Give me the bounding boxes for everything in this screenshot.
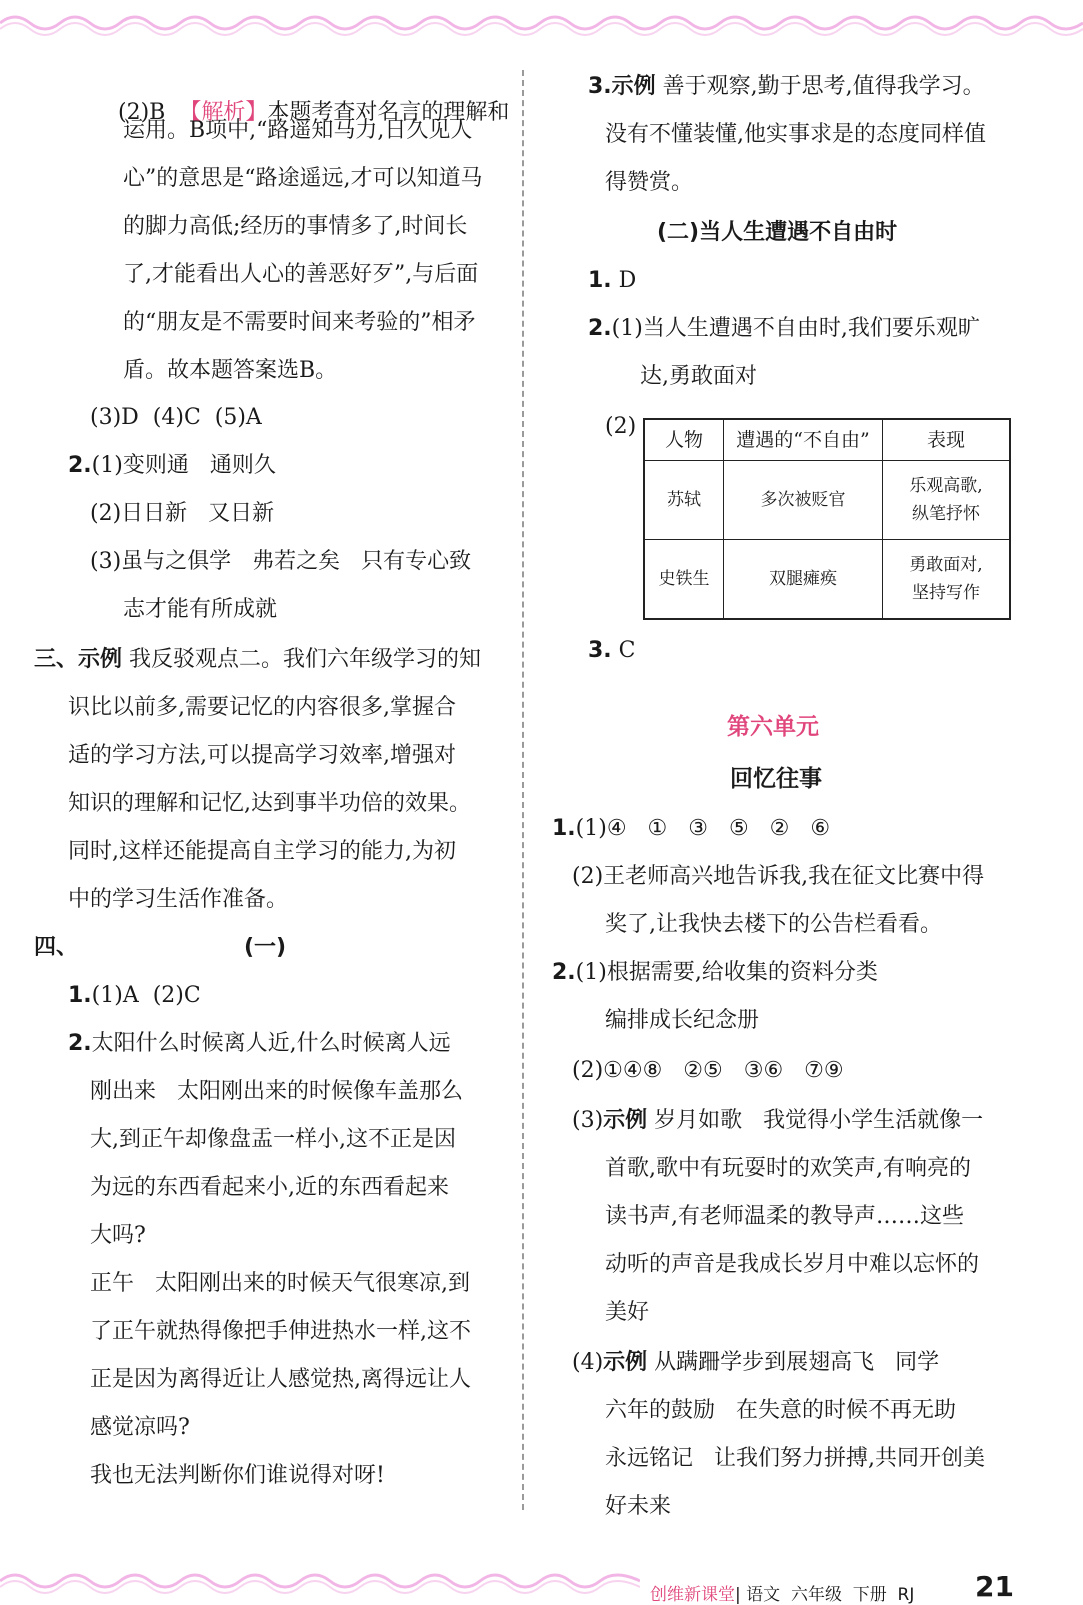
column-divider bbox=[522, 70, 524, 1510]
table-header-row bbox=[644, 419, 1010, 461]
answer-line: (2)日日新 又日新 bbox=[90, 501, 275, 526]
analysis-tag: 【解析】 bbox=[179, 100, 268, 125]
section-er-title: (二)当人生遭遇不自由时 bbox=[657, 220, 898, 245]
answer-line: 的“朋友是不需要时间来考验的”相矛 bbox=[123, 310, 476, 335]
section-yi-title: (一) bbox=[244, 935, 287, 960]
answer-line: 奖了,让我快去楼下的公告栏看看。 bbox=[605, 912, 942, 937]
answer-line: 1. D bbox=[588, 268, 637, 293]
answer-line: 首歌,歌中有玩耍时的欢笑声,有响亮的 bbox=[605, 1156, 971, 1181]
answer-line: 的脚力高低;经历的事情多了,时间长 bbox=[123, 214, 468, 239]
answer-line: 1.(1)A (2)C bbox=[68, 983, 201, 1008]
table-cell: 乐观高歌, 纵笔抒怀 bbox=[883, 461, 1011, 540]
brand-name: 创维新课堂 bbox=[650, 1585, 735, 1605]
answer-line: (2)王老师高兴地告诉我,我在征文比赛中得 bbox=[572, 864, 985, 889]
table-row bbox=[644, 540, 1010, 620]
answer-line: 1.(1)④ ① ③ ⑤ ② ⑥ bbox=[552, 816, 831, 841]
table-row bbox=[644, 461, 1010, 540]
section-four-label: 四、 bbox=[34, 935, 79, 960]
page-footer bbox=[650, 1580, 914, 1605]
answer-line: 中的学习生活作准备。 bbox=[68, 887, 289, 912]
answer-line: 好未来 bbox=[605, 1494, 672, 1519]
answer-line: 3. C bbox=[588, 638, 636, 663]
answer-line: 我也无法判断你们谁说得对呀! bbox=[90, 1463, 385, 1488]
answer-line: 运用。B项中,“路遥知马力,日久见人 bbox=[123, 118, 473, 143]
table-cell: 苏轼 bbox=[644, 461, 724, 540]
table-cell: 勇敢面对, 坚持写作 bbox=[883, 540, 1011, 620]
answer-line: 感觉凉吗? bbox=[90, 1415, 190, 1440]
answer-line: 永远铭记 让我们努力拼搏,共同开创美 bbox=[605, 1446, 985, 1471]
answer-line: 三、示例 我反驳观点二。我们六年级学习的知 bbox=[34, 647, 482, 672]
answer-line: 盾。故本题答案选B。 bbox=[123, 358, 338, 383]
answer-line: 志才能有所成就 bbox=[123, 597, 278, 622]
answer-line: 了,才能看出人心的善恶好歹”,与后面 bbox=[123, 262, 479, 287]
answer-line: 动听的声音是我成长岁月中难以忘怀的 bbox=[605, 1252, 980, 1277]
table-cell: 史铁生 bbox=[644, 540, 724, 620]
table-header-cell: 人物 bbox=[644, 419, 724, 461]
answer-line: 2.太阳什么时候离人近,什么时候离人远 bbox=[68, 1031, 451, 1056]
answer-line: 3.示例 善于观察,勤于思考,值得我学习。 bbox=[588, 74, 985, 99]
bottom-wave-border bbox=[0, 1566, 640, 1596]
unit-title: 第六单元 bbox=[727, 714, 819, 740]
answer-line: 正是因为离得近让人感觉热,离得远让人 bbox=[90, 1367, 471, 1392]
answer-line: 了正午就热得像把手伸进热水一样,这不 bbox=[90, 1319, 471, 1344]
table-cell: 多次被贬官 bbox=[724, 461, 883, 540]
answer-line: 知识的理解和记忆,达到事半功倍的效果。 bbox=[68, 791, 471, 816]
answer-line: 2.(1)变则通 通则久 bbox=[68, 453, 276, 478]
answer-line: (3)虽与之俱学 弗若之矣 只有专心致 bbox=[90, 549, 472, 574]
book-info: | 语文 六年级 下册 RJ bbox=[735, 1585, 915, 1605]
answer-line: 大吗? bbox=[90, 1223, 146, 1248]
answer-line: 达,勇敢面对 bbox=[640, 364, 757, 389]
answer-line: (4)示例 从蹒跚学步到展翅高飞 同学 bbox=[572, 1350, 940, 1375]
answer-line: 大,到正午却像盘盂一样小,这不正是因 bbox=[90, 1127, 456, 1152]
answer-line: 读书声,有老师温柔的教导声……这些 bbox=[605, 1204, 964, 1229]
table-header-cell: 表现 bbox=[883, 419, 1011, 461]
table-header-cell: 遭遇的“不自由” bbox=[724, 419, 883, 461]
answer-line: 同时,这样还能提高自主学习的能力,为初 bbox=[68, 839, 456, 864]
answer-line: (2)B 【解析】本题考查对名言的理解和 bbox=[117, 100, 510, 125]
answer-line: 正午 太阳刚出来的时候天气很寒凉,到 bbox=[90, 1271, 470, 1296]
answer-line: 刚出来 太阳刚出来的时候像车盖那么 bbox=[90, 1079, 463, 1104]
answer-line: 六年的鼓励 在失意的时候不再无助 bbox=[605, 1398, 956, 1423]
page-number: 21 bbox=[975, 1570, 1014, 1603]
answer-line: 适的学习方法,可以提高学习效率,增强对 bbox=[68, 743, 456, 768]
table-cell: 双腿瘫痪 bbox=[724, 540, 883, 620]
answer-line: 2.(1)当人生遭遇不自由时,我们要乐观旷 bbox=[588, 316, 980, 341]
answer-line: 心”的意思是“路途遥远,才可以知道马 bbox=[123, 166, 483, 191]
answer-line: (2)①④⑧ ②⑤ ③⑥ ⑦⑨ bbox=[572, 1058, 844, 1083]
answer-line: (3)D (4)C (5)A bbox=[90, 405, 262, 430]
answer-line: 识比以前多,需要记忆的内容很多,掌握合 bbox=[68, 695, 456, 720]
answer-line: 美好 bbox=[605, 1300, 650, 1325]
answer-table bbox=[643, 418, 1011, 620]
answer-line: (2) bbox=[605, 414, 637, 439]
answer-line: 编排成长纪念册 bbox=[605, 1008, 760, 1033]
answer-line: 2.(1)根据需要,给收集的资料分类 bbox=[552, 960, 878, 985]
top-wave-border bbox=[0, 8, 1083, 38]
answer-line: (3)示例 岁月如歌 我觉得小学生活就像一 bbox=[572, 1108, 984, 1133]
answer-line: 为远的东西看起来小,近的东西看起来 bbox=[90, 1175, 449, 1200]
lesson-title: 回忆往事 bbox=[730, 766, 822, 792]
answer-line: 没有不懂装懂,他实事求是的态度同样值 bbox=[605, 122, 986, 147]
answer-line: 得赞赏。 bbox=[605, 170, 694, 195]
